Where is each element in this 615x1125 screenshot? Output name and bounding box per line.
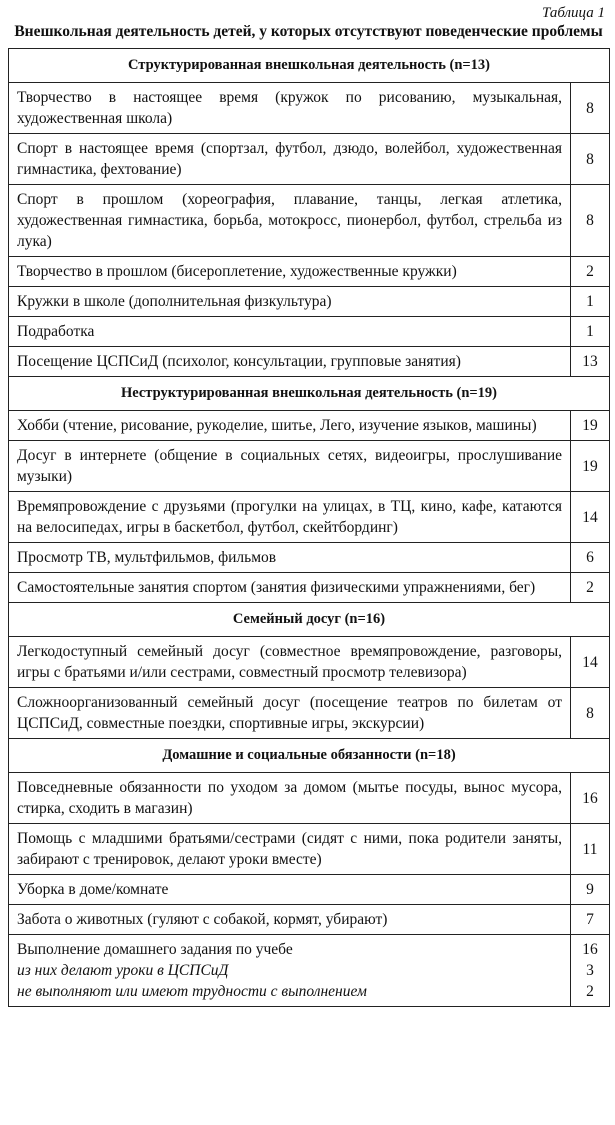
section-header-family <box>9 603 610 637</box>
count-cell <box>571 935 610 1007</box>
activity-cell: Подработка <box>9 317 571 347</box>
activities-table <box>8 48 610 1007</box>
homework-label: Выполнение домашнего задания по учебе <box>17 941 293 958</box>
table-row <box>9 317 610 347</box>
table-row-homework <box>9 935 610 1007</box>
activity-cell: Посещение ЦСПСиД (психолог, консультации, групповые занятия) <box>9 347 571 377</box>
activity-cell <box>9 935 571 1007</box>
section-header-duties <box>9 739 610 773</box>
table-row <box>9 637 610 688</box>
table-row <box>9 185 610 257</box>
section-title: Неструктурированная внешкольная деятельность (n=19) <box>9 377 610 411</box>
activity-cell: Помощь с младшими братьями/сестрами (сидят с ними, пока родители заняты, забирают с тренировок, делают уроки вместе) <box>9 824 571 875</box>
activity-cell: Хобби (чтение, рисование, рукоделие, шитье, Лего, изучение языков, машины) <box>9 411 571 441</box>
count-cell: 1 <box>571 287 610 317</box>
count-cell: 8 <box>571 688 610 739</box>
table-row <box>9 773 610 824</box>
table-row <box>9 441 610 492</box>
table-row <box>9 492 610 543</box>
table-row <box>9 83 610 134</box>
count-cell: 13 <box>571 347 610 377</box>
table-row <box>9 543 610 573</box>
count-cell: 19 <box>571 411 610 441</box>
count-cell: 8 <box>571 83 610 134</box>
table-row <box>9 905 610 935</box>
table-row <box>9 287 610 317</box>
section-title: Семейный досуг (n=16) <box>9 603 610 637</box>
activity-cell: Забота о животных (гуляют с собакой, кормят, убирают) <box>9 905 571 935</box>
table-row <box>9 573 610 603</box>
activity-cell: Досуг в интернете (общение в социальных сетях, видеоигры, прослушивание музыки) <box>9 441 571 492</box>
table-number: Таблица 1 <box>542 5 605 21</box>
table-row <box>9 134 610 185</box>
table-row <box>9 411 610 441</box>
table-title: Внешкольная деятельность детей, у которых отсутствуют поведенческие проблемы <box>14 23 603 40</box>
count-cell: 2 <box>571 257 610 287</box>
section-header-unstructured <box>9 377 610 411</box>
homework-sub-difficulty-count: 2 <box>586 983 594 1000</box>
table-row <box>9 875 610 905</box>
count-cell: 7 <box>571 905 610 935</box>
count-cell: 11 <box>571 824 610 875</box>
count-cell: 9 <box>571 875 610 905</box>
activity-cell: Времяпровождение с друзьями (прогулки на улицах, в ТЦ, кино, кафе, катаются на велосипедах, игры в баскетбол, футбол, скейтбординг) <box>9 492 571 543</box>
activity-cell: Уборка в доме/комнате <box>9 875 571 905</box>
homework-sub-center: из них делают уроки в ЦСПСиД <box>17 962 229 979</box>
table-row <box>9 347 610 377</box>
section-title: Домашние и социальные обязанности (n=18) <box>9 739 610 773</box>
table-row <box>9 824 610 875</box>
activity-cell: Спорт в настоящее время (спортзал, футбол, дзюдо, волейбол, художественная гимнастика, фехтование) <box>9 134 571 185</box>
count-cell: 6 <box>571 543 610 573</box>
activity-cell: Кружки в школе (дополнительная физкультура) <box>9 287 571 317</box>
count-cell: 14 <box>571 492 610 543</box>
count-cell: 8 <box>571 134 610 185</box>
count-cell: 8 <box>571 185 610 257</box>
table-row <box>9 257 610 287</box>
homework-sub-center-count: 3 <box>586 962 594 979</box>
activity-cell: Сложноорганизованный семейный досуг (посещение театров по билетам от ЦСПСиД, совместные поездки, спортивные игры, экскурсии) <box>9 688 571 739</box>
section-title: Структурированная внешкольная деятельность (n=13) <box>9 49 610 83</box>
activity-cell: Творчество в прошлом (бисероплетение, художественные кружки) <box>9 257 571 287</box>
count-cell: 16 <box>571 773 610 824</box>
activity-cell: Легкодоступный семейный досуг (совместное времяпровождение, разговоры, игры с братьями и/или сестрами, совместный просмотр телевизора) <box>9 637 571 688</box>
activity-cell: Творчество в настоящее время (кружок по рисованию, музыкальная, художественная школа) <box>9 83 571 134</box>
table-row <box>9 688 610 739</box>
count-cell: 19 <box>571 441 610 492</box>
activity-cell: Повседневные обязанности по уходом за домом (мытье посуды, вынос мусора, стирка, сходить в магазин) <box>9 773 571 824</box>
count-cell: 1 <box>571 317 610 347</box>
activity-cell: Просмотр ТВ, мультфильмов, фильмов <box>9 543 571 573</box>
section-header-structured <box>9 49 610 83</box>
count-cell: 2 <box>571 573 610 603</box>
count-cell: 14 <box>571 637 610 688</box>
activity-cell: Спорт в прошлом (хореография, плавание, танцы, легкая атлетика, художественная гимнастика, борьба, мотокросс, пионербол, футбол, стрельба из лука) <box>9 185 571 257</box>
activity-cell: Самостоятельные занятия спортом (занятия физическими упражнениями, бег) <box>9 573 571 603</box>
homework-count: 16 <box>582 941 598 958</box>
homework-sub-difficulty: не выполняют или имеют трудности с выполнением <box>17 983 367 1000</box>
